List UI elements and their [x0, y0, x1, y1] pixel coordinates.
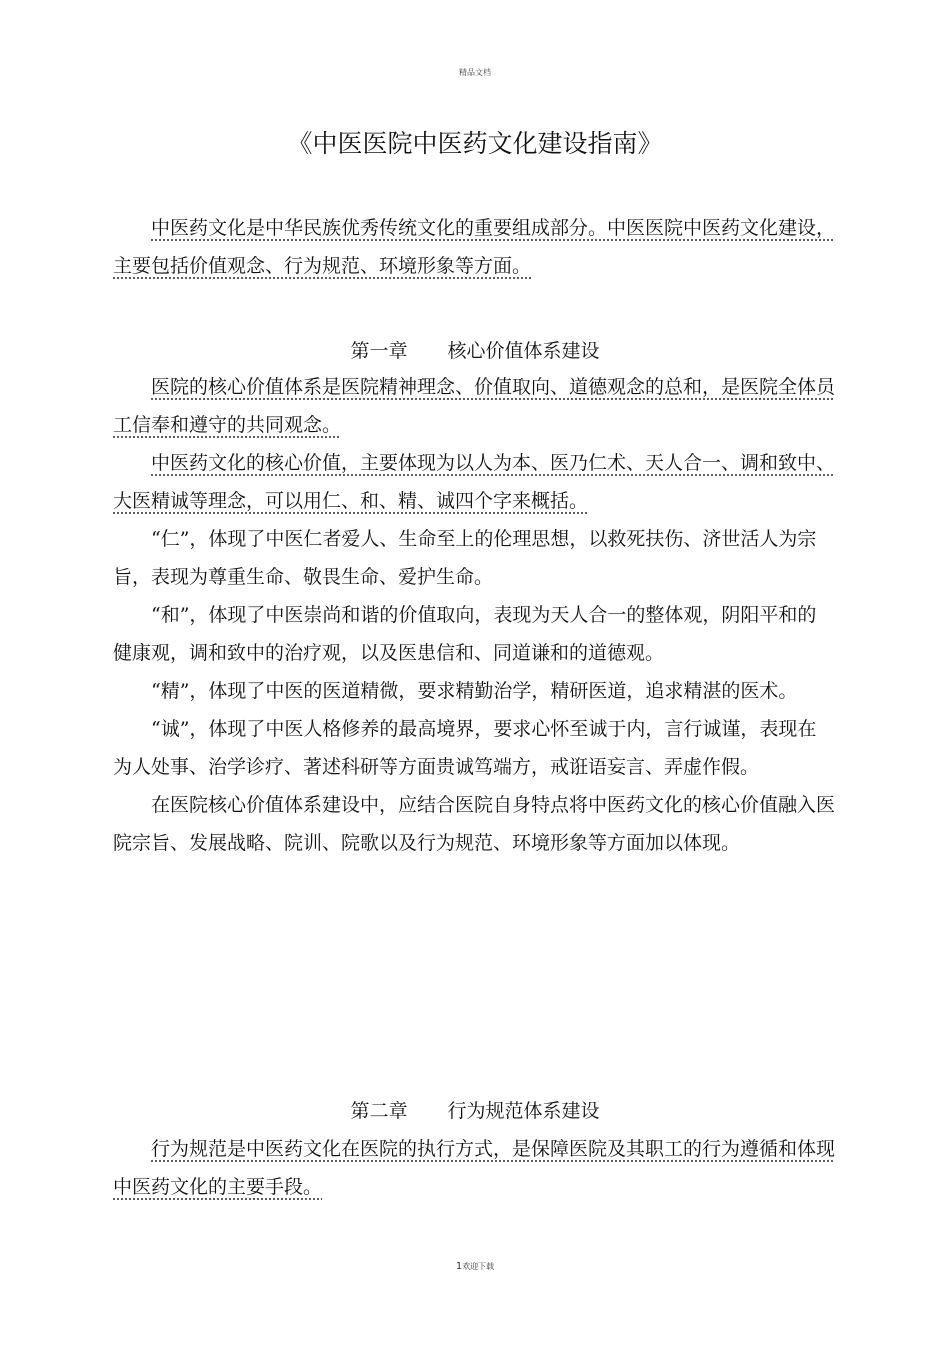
chapter-1-name: 核心价值体系建设: [447, 340, 600, 362]
paragraph: “和”，体现了中医崇尚和谐的价值取向，表现为天人合一的整体观，阴阳平和的健康观，调和致中的治疗观，以及医患信和、同道谦和的道德观。: [113, 604, 817, 664]
paragraph: 中医药文化的核心价值，主要体现为以人为本、医乃仁术、天人合一、调和致中、大医精诚等理念，可以用仁、和、精、诚四个字来概括。: [113, 452, 836, 512]
page-number: 1: [455, 1261, 463, 1272]
paragraph: 行为规范是中医药文化在医院的执行方式，是保障医院及其职工的行为遵循和体现中医药文化的主要手段。: [113, 1138, 836, 1198]
page-header: 精品文档: [459, 68, 491, 77]
footer-text: 欢迎下载: [462, 1262, 495, 1271]
chapter-2-heading: [0, 1096, 950, 1123]
paragraph: “仁”，体现了中医仁者爱人、生命至上的伦理思想，以救死扶伤、济世活人为宗旨，表现为尊重生命、敬畏生命、爱护生命。: [113, 528, 817, 588]
chapter-2-number: 第二章: [350, 1100, 408, 1122]
page-footer: [0, 1261, 950, 1272]
chapter-1-body: [113, 368, 835, 862]
intro-block: [113, 209, 835, 285]
paragraph: 医院的核心价值体系是医院精神理念、价值取向、道德观念的总和，是医院全体员工信奉和遵守的共同观念。: [113, 376, 836, 436]
chapter-1-number: 第一章: [350, 340, 408, 362]
intro-paragraph: 中医药文化是中华民族优秀传统文化的重要组成部分。中医医院中医药文化建设，主要包括价值观念、行为规范、环境形象等方面。: [113, 217, 836, 277]
chapter-2-name: 行为规范体系建设: [447, 1100, 600, 1122]
paragraph: 在医院核心价值体系建设中，应结合医院自身特点将中医药文化的核心价值融入医院宗旨、发展战略、院训、院歌以及行为规范、环境形象等方面加以体现。: [113, 794, 836, 854]
chapter-2-body: [113, 1130, 835, 1206]
paragraph: “精”，体现了中医的医道精微，要求精勤治学，精研医道，追求精湛的医术。: [151, 680, 798, 702]
paragraph: “诚”，体现了中医人格修养的最高境界，要求心怀至诚于内，言行诚谨，表现在为人处事、治学诊疗、著述科研等方面贵诚笃端方，戒诳语妄言、弄虚作假。: [113, 718, 817, 778]
chapter-1-heading: [0, 336, 950, 363]
document-title: 《中医医院中医药文化建设指南》: [287, 129, 663, 158]
